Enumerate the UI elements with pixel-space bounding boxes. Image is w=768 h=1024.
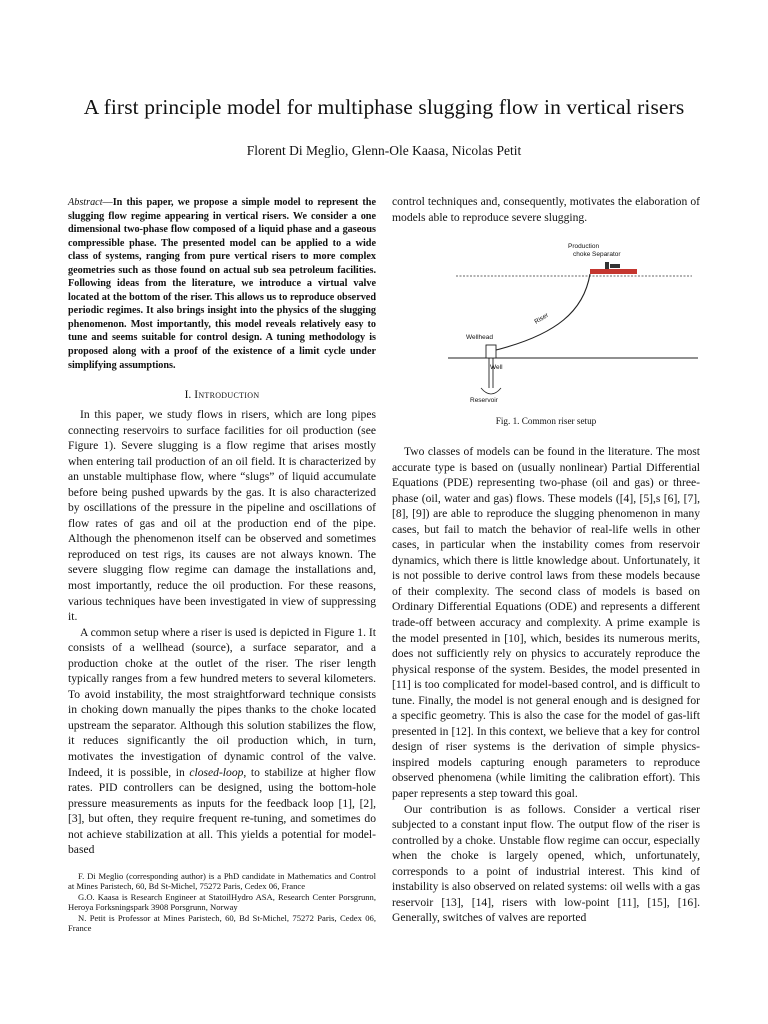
label-choke: choke — [573, 251, 591, 258]
intro-paragraph-1: In this paper, we study flows in risers, which are long pipes connecting reservoirs to surface facilities for oil production (see Figure 1). Severe slugging is a flow regime that arises mostly when entering tail production of an oil field. It is characterized by an unstable multiphase flow, where “slugs” of liquid accumulate before being pushed upwards by the gas. It is also characterized by oscillations of the pressure in the pipeline and oscillations of flow rates of gas and oil at the production end of the pipe. Although the phenomenon itself can be observed and sometimes reproduced on test rigs, its causes are not always known. The severe slugging flow regime can damage the installations and, most importantly, reduce the oil production. For these reasons, various techniques have been investigated in view of suppressing it. — [68, 408, 376, 624]
models-paragraph: Two classes of models can be found in the literature. The most accurate type is based on (usually nonlinear) Partial Differential Equations (PDE) representing two-phase (oil and gas) or three-phase (oil, water and gas) flows. These models ([4], [5],s [6], [7], [8], [9]) are able to reproduce the slugging phenomenon in many cases, but fail to match the behavior of real-life wells in other cases, in particular when the instability comes from reservoir dynamics, which there is little knowledge about. Unfortunately, it is not possible to derive control laws from these models because of their complexity. The second class of models is based on Ordinary Differential Equations (ODE) and represents a different trade-off between accuracy and complexity. A prime example is the model presented in [10], which, besides its numerous merits, does not sufficiently rely on physics to accurately reproduce the physical response of the system. Besides, the model presented in [11] is too complicated for model-based control, and is difficult to tune. Finally, the model is not general enough and is designed for a specific geometry. This is also the case for the model of gas-lift presented in [12]. In this context, we believe that a key for control design of riser systems is the derivation of simple physics-inspired models capturing enough parameters to reproduce observed phenomena (while limiting the calibration effort). This paper represents a step toward this goal. — [392, 445, 700, 801]
label-reservoir: Reservoir — [470, 397, 498, 404]
label-riser: Riser — [533, 311, 550, 326]
footnotes — [68, 871, 376, 933]
right-column-top-text — [392, 194, 700, 225]
footnote-di-meglio: F. Di Meglio (corresponding author) is a PhD candidate in Mathematics and Control at Mines Paristech, 60, Bd St-Michel, 75272 Paris, Cedex 06, France — [68, 871, 376, 892]
footnote-kaasa: G.O. Kaasa is Research Engineer at StatoilHydro ASA, Research Center Porsgrunn, Heroya Forksningspark 3908 Porsgrunn, Norway — [68, 891, 376, 913]
reservoir-curve — [481, 388, 501, 394]
figure-caption: Fig. 1. Common riser setup — [495, 416, 597, 426]
label-wellhead: Wellhead — [466, 334, 493, 341]
label-well: Well — [490, 364, 503, 371]
section-number: I. — [184, 389, 192, 401]
section-title: Introduction — [194, 389, 260, 401]
section-heading-introduction — [68, 388, 376, 403]
contribution-paragraph: Our contribution is as follows. Consider a vertical riser subjected to a constant input flow. The output flow of the riser is controlled by a choke. Unstable flow regime can occur, especially when the choke is largely opened, which, unfortunately, corresponds to a point of industrial interest. This kind of instability is also observed on related systems: oil wells with a gas reservoir [13], [14], risers with low-point [11], [15], [16]. Generally, switches of valves are reported — [392, 802, 700, 925]
abstract-label: Abstract — [68, 197, 103, 208]
wellhead-box — [486, 345, 496, 358]
paper-title: A first principle model for multiphase slugging flow in vertical risers — [83, 95, 685, 119]
abstract-dash: — — [102, 197, 113, 208]
intro-paragraph-2-tail: , to stabilize at higher flow rates. PID controllers can be designed, using the bottom-hole pressure measurements as inputs for the feedback loop [1], [2], [3], but often, they require frequent re-tuning, and sometimes do not achieve stabilization at all. This yields a potential for model-based — [68, 765, 376, 857]
emphasis-closed-loop: closed-loop — [189, 765, 244, 779]
label-separator: Separator — [592, 251, 621, 258]
separator-symbol — [610, 264, 620, 268]
footnote-petit: N. Petit is Professor at Mines Paristech, 60, Bd St-Michel, 75272 Paris, Cedex 06, France — [68, 912, 376, 934]
author-list: Florent Di Meglio, Glenn-Ole Kaasa, Nicolas Petit — [246, 143, 522, 158]
introduction-left-column — [68, 407, 376, 858]
choke-symbol — [605, 262, 609, 269]
intro-paragraph-2 — [68, 625, 376, 858]
label-production: Production — [568, 243, 600, 250]
riser-setup-figure — [448, 238, 698, 410]
right-column-body — [392, 444, 700, 926]
abstract — [68, 196, 376, 372]
abstract-text: In this paper, we propose a simple model to represent the slugging flow regime appearing in vertical risers. We consider a one dimensional two-phase flow composed of a liquid phase and a gaseous compressible phase. The presented model can be applied to a wide class of systems, ranging from pure vertical risers to more complex geometries such as those found on actual sub sea petroleum facilities. Following ideas from the literature, we introduce a virtual valve located at the bottom of the riser. This allows us to reproduce observed periodic regimes. It also brings insight into the physics of the slugging phenomenon. Most importantly, this model reveals relatively easy to tune and seems suitable for control design. A tuning methodology is proposed along with a proof of the existence of a limit cycle under simplifying assumptions. — [68, 197, 376, 371]
intro-paragraph-2-text: A common setup where a riser is used is depicted in Figure 1. It consists of a wellhead (source), a surface separator, and a production choke at the outlet of the riser. The riser length typically ranges from a few hundred meters to several kilometers. To avoid instability, the most straightforward technique consists in choking down manually the pipes thanks to the choke located upstream the separator. Although this solution stabilizes the flow, it reduces significantly the oil production which, in turn, motivates the investigation of dynamic control of the valve. Indeed, it is possible, in — [68, 625, 376, 779]
riser-pipe — [492, 274, 590, 351]
separator-platform — [590, 269, 637, 274]
right-top-paragraph: control techniques and, consequently, motivates the elaboration of models able to reproduce severe slugging. — [392, 195, 700, 224]
